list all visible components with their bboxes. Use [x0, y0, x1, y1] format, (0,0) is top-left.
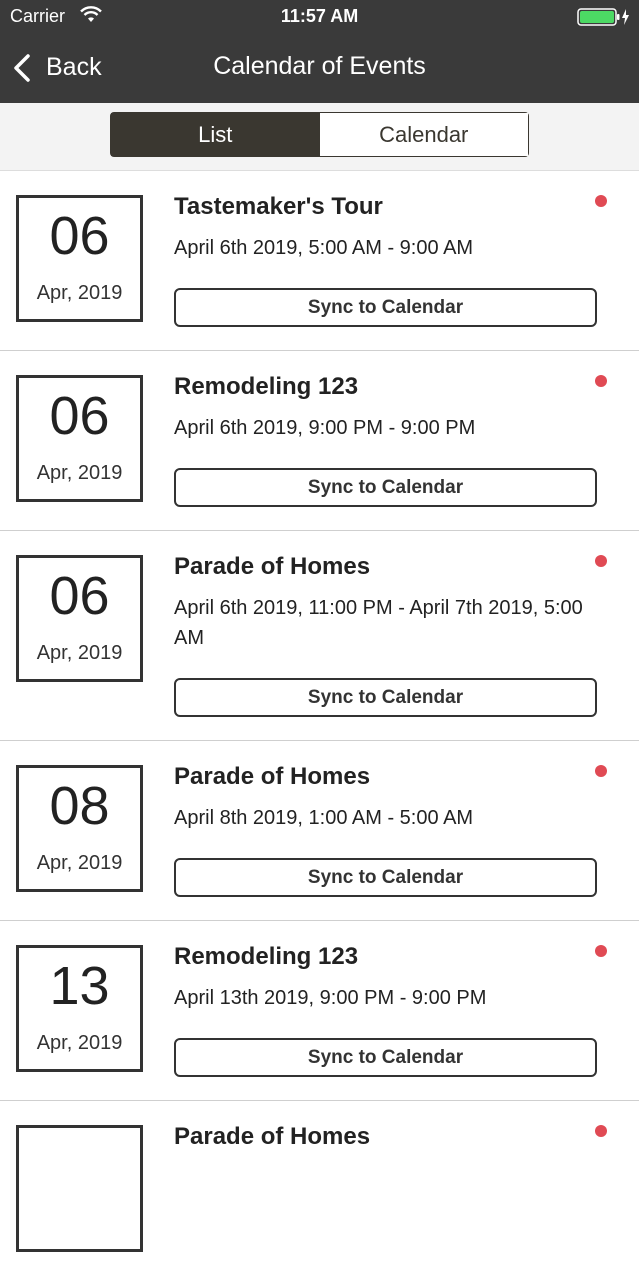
event-time: April 6th 2019, 5:00 AM - 9:00 AM [174, 237, 474, 259]
date-month: Apr, 2019 [36, 642, 123, 664]
date-day: 08 [49, 776, 110, 836]
back-button[interactable] [12, 32, 102, 103]
unread-dot-icon [595, 555, 607, 567]
event-list[interactable] [0, 171, 639, 1150]
date-month: Apr, 2019 [36, 282, 123, 304]
unread-dot-icon [595, 765, 607, 777]
date-box [16, 945, 143, 1072]
date-box [16, 195, 143, 322]
unread-dot-icon [595, 1125, 607, 1137]
event-time: April 8th 2019, 1:00 AM - 5:00 AM [174, 807, 474, 829]
date-month: Apr, 2019 [36, 852, 123, 874]
navigation-bar [0, 32, 639, 103]
segment-bar [0, 103, 639, 171]
event-row [0, 351, 639, 531]
date-day: 06 [49, 386, 110, 446]
battery-icon [577, 7, 631, 32]
event-row [0, 1101, 639, 1281]
event-title: Parade of Homes [174, 553, 371, 580]
event-title: Parade of Homes [174, 763, 371, 790]
chevron-left-icon [12, 53, 32, 83]
date-box [16, 1125, 143, 1252]
event-time: April 6th 2019, 11:00 PM - April 7th 2019, 5:00 AM [174, 597, 583, 649]
date-day: 06 [49, 566, 110, 626]
event-title: Parade of Homes [174, 1123, 371, 1150]
back-label: Back [46, 53, 102, 81]
date-day: 06 [49, 206, 110, 266]
date-month: Apr, 2019 [36, 462, 123, 484]
page-title: Calendar of Events [213, 52, 426, 80]
event-row [0, 171, 639, 351]
status-time: 11:57 AM [280, 6, 359, 26]
sync-to-calendar-button[interactable]: Sync to Calendar [174, 468, 597, 507]
date-box [16, 555, 143, 682]
unread-dot-icon [595, 375, 607, 387]
date-box [16, 765, 143, 892]
sync-to-calendar-button[interactable]: Sync to Calendar [174, 858, 597, 897]
event-time: April 6th 2019, 9:00 PM - 9:00 PM [174, 417, 476, 439]
event-row [0, 741, 639, 921]
event-row [0, 921, 639, 1101]
date-box [16, 375, 143, 502]
event-title: Remodeling 123 [174, 373, 359, 400]
unread-dot-icon [595, 945, 607, 957]
sync-to-calendar-button[interactable]: Sync to Calendar [174, 678, 597, 717]
date-month: Apr, 2019 [36, 1032, 123, 1054]
event-title: Remodeling 123 [174, 943, 359, 970]
date-day: 13 [49, 956, 110, 1016]
tab-list[interactable]: List [111, 113, 320, 156]
view-segmented-control [110, 112, 529, 157]
carrier-label: Carrier [10, 6, 66, 26]
unread-dot-icon [595, 195, 607, 207]
status-bar [0, 0, 639, 32]
event-row [0, 531, 639, 741]
event-time: April 13th 2019, 9:00 PM - 9:00 PM [174, 987, 487, 1009]
sync-to-calendar-button[interactable]: Sync to Calendar [174, 288, 597, 327]
sync-to-calendar-button[interactable]: Sync to Calendar [174, 1038, 597, 1077]
tab-calendar[interactable]: Calendar [320, 113, 529, 156]
event-title: Tastemaker's Tour [174, 193, 383, 220]
